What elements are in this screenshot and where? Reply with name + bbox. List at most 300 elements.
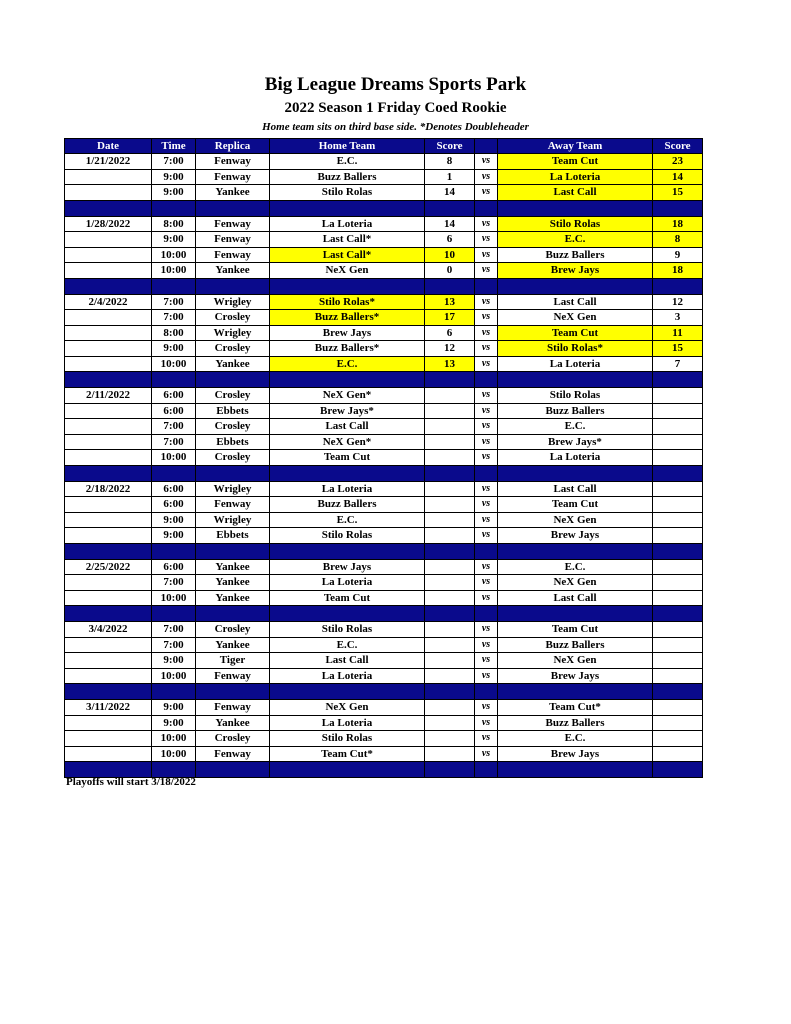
- separator-cell: [65, 372, 152, 388]
- away-score-cell: [653, 388, 703, 404]
- replica-cell: Wrigley: [196, 325, 270, 341]
- col-header-replica: Replica: [196, 139, 270, 154]
- away-score-cell: 9: [653, 247, 703, 263]
- away-team-cell: Team Cut: [498, 622, 653, 638]
- away-score-cell: [653, 403, 703, 419]
- separator-cell: [152, 543, 196, 559]
- date-cell: 2/11/2022: [65, 388, 152, 404]
- col-header-date: Date: [65, 139, 152, 154]
- home-score-cell: 17: [425, 310, 475, 326]
- replica-cell: Yankee: [196, 356, 270, 372]
- home-team-cell: NeX Gen: [270, 263, 425, 279]
- away-score-cell: [653, 450, 703, 466]
- vs-cell: vs: [475, 388, 498, 404]
- separator-cell: [475, 200, 498, 216]
- vs-cell: vs: [475, 528, 498, 544]
- date-cell: [65, 247, 152, 263]
- separator-cell: [196, 372, 270, 388]
- time-cell: 7:00: [152, 154, 196, 170]
- away-score-cell: [653, 590, 703, 606]
- col-header-home-team: Home Team: [270, 139, 425, 154]
- home-score-cell: 1: [425, 169, 475, 185]
- home-score-cell: [425, 715, 475, 731]
- away-team-cell: NeX Gen: [498, 310, 653, 326]
- home-team-cell: E.C.: [270, 154, 425, 170]
- separator-cell: [152, 606, 196, 622]
- home-score-cell: 14: [425, 185, 475, 201]
- home-team-cell: Stilo Rolas: [270, 185, 425, 201]
- replica-cell: Yankee: [196, 559, 270, 575]
- date-cell: [65, 731, 152, 747]
- separator-cell: [653, 606, 703, 622]
- col-header-away-score: Score: [653, 139, 703, 154]
- week-separator-row: [65, 372, 703, 388]
- date-cell: [65, 185, 152, 201]
- away-team-cell: Last Call: [498, 294, 653, 310]
- game-row: [65, 434, 703, 450]
- date-cell: 2/4/2022: [65, 294, 152, 310]
- replica-cell: Fenway: [196, 497, 270, 513]
- time-cell: 10:00: [152, 731, 196, 747]
- away-score-cell: [653, 637, 703, 653]
- col-header-away-team: Away Team: [498, 139, 653, 154]
- separator-cell: [196, 278, 270, 294]
- separator-cell: [653, 465, 703, 481]
- home-score-cell: 14: [425, 216, 475, 232]
- time-cell: 10:00: [152, 668, 196, 684]
- home-team-cell: Buzz Ballers: [270, 169, 425, 185]
- away-score-cell: [653, 700, 703, 716]
- home-score-cell: 6: [425, 325, 475, 341]
- separator-cell: [425, 465, 475, 481]
- away-team-cell: Stilo Rolas*: [498, 341, 653, 357]
- separator-cell: [425, 762, 475, 778]
- away-team-cell: E.C.: [498, 232, 653, 248]
- time-cell: 10:00: [152, 746, 196, 762]
- time-cell: 7:00: [152, 622, 196, 638]
- away-team-cell: NeX Gen: [498, 653, 653, 669]
- time-cell: 10:00: [152, 590, 196, 606]
- away-score-cell: [653, 512, 703, 528]
- separator-cell: [425, 684, 475, 700]
- home-score-cell: [425, 575, 475, 591]
- game-row: [65, 263, 703, 279]
- away-team-cell: E.C.: [498, 559, 653, 575]
- home-team-cell: E.C.: [270, 356, 425, 372]
- away-score-cell: [653, 731, 703, 747]
- away-score-cell: [653, 497, 703, 513]
- separator-cell: [65, 465, 152, 481]
- separator-cell: [196, 465, 270, 481]
- time-cell: 10:00: [152, 247, 196, 263]
- home-score-cell: 10: [425, 247, 475, 263]
- away-score-cell: 15: [653, 341, 703, 357]
- home-score-cell: [425, 668, 475, 684]
- time-cell: 8:00: [152, 325, 196, 341]
- game-row: [65, 746, 703, 762]
- time-cell: 9:00: [152, 512, 196, 528]
- replica-cell: Crosley: [196, 419, 270, 435]
- away-score-cell: [653, 746, 703, 762]
- replica-cell: Wrigley: [196, 481, 270, 497]
- separator-cell: [498, 543, 653, 559]
- game-row: [65, 497, 703, 513]
- game-row: [65, 653, 703, 669]
- away-score-cell: [653, 575, 703, 591]
- time-cell: 6:00: [152, 481, 196, 497]
- date-cell: [65, 403, 152, 419]
- separator-cell: [196, 606, 270, 622]
- home-team-cell: NeX Gen: [270, 700, 425, 716]
- home-team-cell: La Loteria: [270, 216, 425, 232]
- separator-cell: [152, 465, 196, 481]
- home-team-cell: Last Call*: [270, 232, 425, 248]
- separator-cell: [498, 372, 653, 388]
- home-score-cell: [425, 559, 475, 575]
- time-cell: 10:00: [152, 450, 196, 466]
- time-cell: 8:00: [152, 216, 196, 232]
- replica-cell: Crosley: [196, 388, 270, 404]
- date-cell: [65, 419, 152, 435]
- vs-cell: vs: [475, 341, 498, 357]
- vs-cell: vs: [475, 668, 498, 684]
- time-cell: 7:00: [152, 575, 196, 591]
- separator-cell: [65, 684, 152, 700]
- away-score-cell: [653, 419, 703, 435]
- separator-cell: [498, 606, 653, 622]
- separator-cell: [425, 200, 475, 216]
- away-score-cell: [653, 653, 703, 669]
- home-score-cell: [425, 388, 475, 404]
- away-score-cell: 3: [653, 310, 703, 326]
- week-separator-row: [65, 278, 703, 294]
- date-cell: [65, 232, 152, 248]
- game-row: [65, 512, 703, 528]
- separator-cell: [152, 684, 196, 700]
- vs-cell: vs: [475, 356, 498, 372]
- time-cell: 9:00: [152, 341, 196, 357]
- home-team-cell: La Loteria: [270, 715, 425, 731]
- separator-cell: [196, 543, 270, 559]
- home-score-cell: 13: [425, 356, 475, 372]
- game-row: [65, 356, 703, 372]
- date-cell: [65, 668, 152, 684]
- separator-cell: [65, 200, 152, 216]
- home-score-cell: [425, 528, 475, 544]
- vs-cell: vs: [475, 434, 498, 450]
- date-cell: 2/25/2022: [65, 559, 152, 575]
- home-team-cell: Team Cut*: [270, 746, 425, 762]
- away-team-cell: Last Call: [498, 481, 653, 497]
- time-cell: 7:00: [152, 434, 196, 450]
- separator-cell: [653, 762, 703, 778]
- week-separator-row: [65, 543, 703, 559]
- game-row: [65, 388, 703, 404]
- separator-cell: [152, 278, 196, 294]
- replica-cell: Fenway: [196, 216, 270, 232]
- away-team-cell: Brew Jays*: [498, 434, 653, 450]
- separator-cell: [475, 278, 498, 294]
- separator-cell: [498, 762, 653, 778]
- game-row: [65, 154, 703, 170]
- replica-cell: Crosley: [196, 622, 270, 638]
- away-team-cell: Stilo Rolas: [498, 216, 653, 232]
- week-separator-row: [65, 606, 703, 622]
- replica-cell: Crosley: [196, 310, 270, 326]
- vs-cell: vs: [475, 497, 498, 513]
- replica-cell: Wrigley: [196, 294, 270, 310]
- time-cell: 6:00: [152, 497, 196, 513]
- date-cell: [65, 356, 152, 372]
- time-cell: 7:00: [152, 637, 196, 653]
- away-score-cell: 12: [653, 294, 703, 310]
- time-cell: 9:00: [152, 185, 196, 201]
- replica-cell: Fenway: [196, 154, 270, 170]
- date-cell: [65, 637, 152, 653]
- page-title: Big League Dreams Sports Park: [264, 74, 527, 95]
- game-row: [65, 559, 703, 575]
- time-cell: 7:00: [152, 310, 196, 326]
- date-cell: 3/11/2022: [65, 700, 152, 716]
- separator-cell: [498, 200, 653, 216]
- replica-cell: Yankee: [196, 590, 270, 606]
- vs-cell: vs: [475, 325, 498, 341]
- home-team-cell: La Loteria: [270, 575, 425, 591]
- col-header-home-score: Score: [425, 139, 475, 154]
- home-team-cell: Last Call*: [270, 247, 425, 263]
- home-team-cell: Stilo Rolas*: [270, 294, 425, 310]
- away-team-cell: Brew Jays: [498, 668, 653, 684]
- game-row: [65, 341, 703, 357]
- vs-cell: vs: [475, 154, 498, 170]
- week-separator-row: [65, 465, 703, 481]
- game-row: [65, 481, 703, 497]
- time-cell: 7:00: [152, 294, 196, 310]
- separator-cell: [196, 200, 270, 216]
- separator-cell: [270, 762, 425, 778]
- separator-cell: [270, 278, 425, 294]
- replica-cell: Ebbets: [196, 403, 270, 419]
- separator-cell: [475, 543, 498, 559]
- home-team-cell: Brew Jays: [270, 325, 425, 341]
- vs-cell: vs: [475, 653, 498, 669]
- replica-cell: Yankee: [196, 263, 270, 279]
- home-team-cell: Last Call: [270, 653, 425, 669]
- vs-cell: vs: [475, 700, 498, 716]
- replica-cell: Ebbets: [196, 434, 270, 450]
- separator-cell: [270, 372, 425, 388]
- vs-cell: vs: [475, 310, 498, 326]
- week-separator-row: [65, 684, 703, 700]
- game-row: [65, 450, 703, 466]
- home-score-cell: [425, 419, 475, 435]
- week-separator-row: [65, 200, 703, 216]
- separator-cell: [653, 200, 703, 216]
- replica-cell: Crosley: [196, 341, 270, 357]
- separator-cell: [475, 606, 498, 622]
- away-score-cell: [653, 668, 703, 684]
- away-team-cell: Buzz Ballers: [498, 715, 653, 731]
- replica-cell: Ebbets: [196, 528, 270, 544]
- separator-cell: [498, 465, 653, 481]
- away-team-cell: Brew Jays: [498, 528, 653, 544]
- home-team-cell: Buzz Ballers: [270, 497, 425, 513]
- date-cell: [65, 653, 152, 669]
- away-score-cell: [653, 434, 703, 450]
- separator-cell: [152, 200, 196, 216]
- vs-cell: vs: [475, 731, 498, 747]
- schedule-body: [65, 154, 703, 778]
- date-cell: [65, 715, 152, 731]
- home-score-cell: [425, 700, 475, 716]
- home-score-cell: [425, 731, 475, 747]
- replica-cell: Crosley: [196, 450, 270, 466]
- separator-cell: [270, 200, 425, 216]
- away-score-cell: 7: [653, 356, 703, 372]
- home-team-cell: La Loteria: [270, 668, 425, 684]
- home-team-cell: Stilo Rolas: [270, 528, 425, 544]
- time-cell: 9:00: [152, 169, 196, 185]
- away-score-cell: [653, 528, 703, 544]
- home-team-cell: Last Call: [270, 419, 425, 435]
- time-cell: 9:00: [152, 232, 196, 248]
- home-team-cell: Buzz Ballers*: [270, 310, 425, 326]
- away-team-cell: Buzz Ballers: [498, 403, 653, 419]
- vs-cell: vs: [475, 263, 498, 279]
- game-row: [65, 590, 703, 606]
- game-row: [65, 528, 703, 544]
- footer-note: Playoffs will start 3/18/2022: [66, 776, 196, 788]
- away-score-cell: [653, 559, 703, 575]
- game-row: [65, 403, 703, 419]
- away-team-cell: E.C.: [498, 731, 653, 747]
- away-team-cell: La Loteria: [498, 169, 653, 185]
- separator-cell: [270, 684, 425, 700]
- date-cell: [65, 746, 152, 762]
- separator-cell: [270, 543, 425, 559]
- game-row: [65, 419, 703, 435]
- away-score-cell: [653, 715, 703, 731]
- replica-cell: Fenway: [196, 746, 270, 762]
- vs-cell: vs: [475, 247, 498, 263]
- home-score-cell: [425, 497, 475, 513]
- date-cell: [65, 341, 152, 357]
- separator-cell: [653, 278, 703, 294]
- separator-cell: [65, 543, 152, 559]
- game-row: [65, 169, 703, 185]
- vs-cell: vs: [475, 450, 498, 466]
- game-row: [65, 325, 703, 341]
- replica-cell: Yankee: [196, 185, 270, 201]
- vs-cell: vs: [475, 403, 498, 419]
- home-score-cell: [425, 450, 475, 466]
- vs-cell: vs: [475, 622, 498, 638]
- game-row: [65, 700, 703, 716]
- separator-cell: [653, 372, 703, 388]
- home-team-cell: Buzz Ballers*: [270, 341, 425, 357]
- away-score-cell: 14: [653, 169, 703, 185]
- away-team-cell: La Loteria: [498, 450, 653, 466]
- home-score-cell: [425, 590, 475, 606]
- replica-cell: Fenway: [196, 668, 270, 684]
- time-cell: 9:00: [152, 715, 196, 731]
- replica-cell: Fenway: [196, 169, 270, 185]
- page-subtitle: 2022 Season 1 Friday Coed Rookie: [284, 100, 507, 116]
- vs-cell: vs: [475, 590, 498, 606]
- away-team-cell: Brew Jays: [498, 263, 653, 279]
- time-cell: 9:00: [152, 653, 196, 669]
- home-team-cell: Stilo Rolas: [270, 731, 425, 747]
- col-header-vs: [475, 139, 498, 154]
- date-cell: [65, 575, 152, 591]
- home-team-cell: Stilo Rolas: [270, 622, 425, 638]
- home-score-cell: [425, 481, 475, 497]
- vs-cell: vs: [475, 294, 498, 310]
- away-team-cell: Brew Jays: [498, 746, 653, 762]
- away-score-cell: 11: [653, 325, 703, 341]
- home-score-cell: [425, 653, 475, 669]
- vs-cell: vs: [475, 169, 498, 185]
- separator-cell: [196, 762, 270, 778]
- away-score-cell: 15: [653, 185, 703, 201]
- vs-cell: vs: [475, 419, 498, 435]
- game-row: [65, 216, 703, 232]
- date-cell: 1/28/2022: [65, 216, 152, 232]
- separator-cell: [425, 606, 475, 622]
- away-score-cell: [653, 481, 703, 497]
- home-score-cell: [425, 403, 475, 419]
- game-row: [65, 575, 703, 591]
- separator-cell: [475, 762, 498, 778]
- separator-cell: [425, 372, 475, 388]
- schedule-table: [64, 138, 703, 778]
- vs-cell: vs: [475, 559, 498, 575]
- home-team-cell: Team Cut: [270, 590, 425, 606]
- vs-cell: vs: [475, 637, 498, 653]
- time-cell: 7:00: [152, 419, 196, 435]
- replica-cell: Fenway: [196, 247, 270, 263]
- vs-cell: vs: [475, 746, 498, 762]
- vs-cell: vs: [475, 481, 498, 497]
- date-cell: [65, 450, 152, 466]
- away-team-cell: NeX Gen: [498, 575, 653, 591]
- home-team-cell: NeX Gen*: [270, 388, 425, 404]
- game-row: [65, 232, 703, 248]
- separator-cell: [498, 278, 653, 294]
- home-team-cell: E.C.: [270, 512, 425, 528]
- page-note: Home team sits on third base side. *Denotes Doubleheader: [262, 121, 529, 133]
- replica-cell: Wrigley: [196, 512, 270, 528]
- time-cell: 10:00: [152, 263, 196, 279]
- separator-cell: [65, 606, 152, 622]
- home-score-cell: 8: [425, 154, 475, 170]
- game-row: [65, 622, 703, 638]
- date-cell: [65, 325, 152, 341]
- away-team-cell: Team Cut: [498, 497, 653, 513]
- separator-cell: [653, 543, 703, 559]
- vs-cell: vs: [475, 232, 498, 248]
- away-team-cell: E.C.: [498, 419, 653, 435]
- separator-cell: [498, 684, 653, 700]
- away-team-cell: Buzz Ballers: [498, 637, 653, 653]
- separator-cell: [475, 372, 498, 388]
- separator-cell: [475, 684, 498, 700]
- vs-cell: vs: [475, 715, 498, 731]
- home-team-cell: Brew Jays*: [270, 403, 425, 419]
- away-team-cell: Team Cut*: [498, 700, 653, 716]
- game-row: [65, 668, 703, 684]
- game-row: [65, 247, 703, 263]
